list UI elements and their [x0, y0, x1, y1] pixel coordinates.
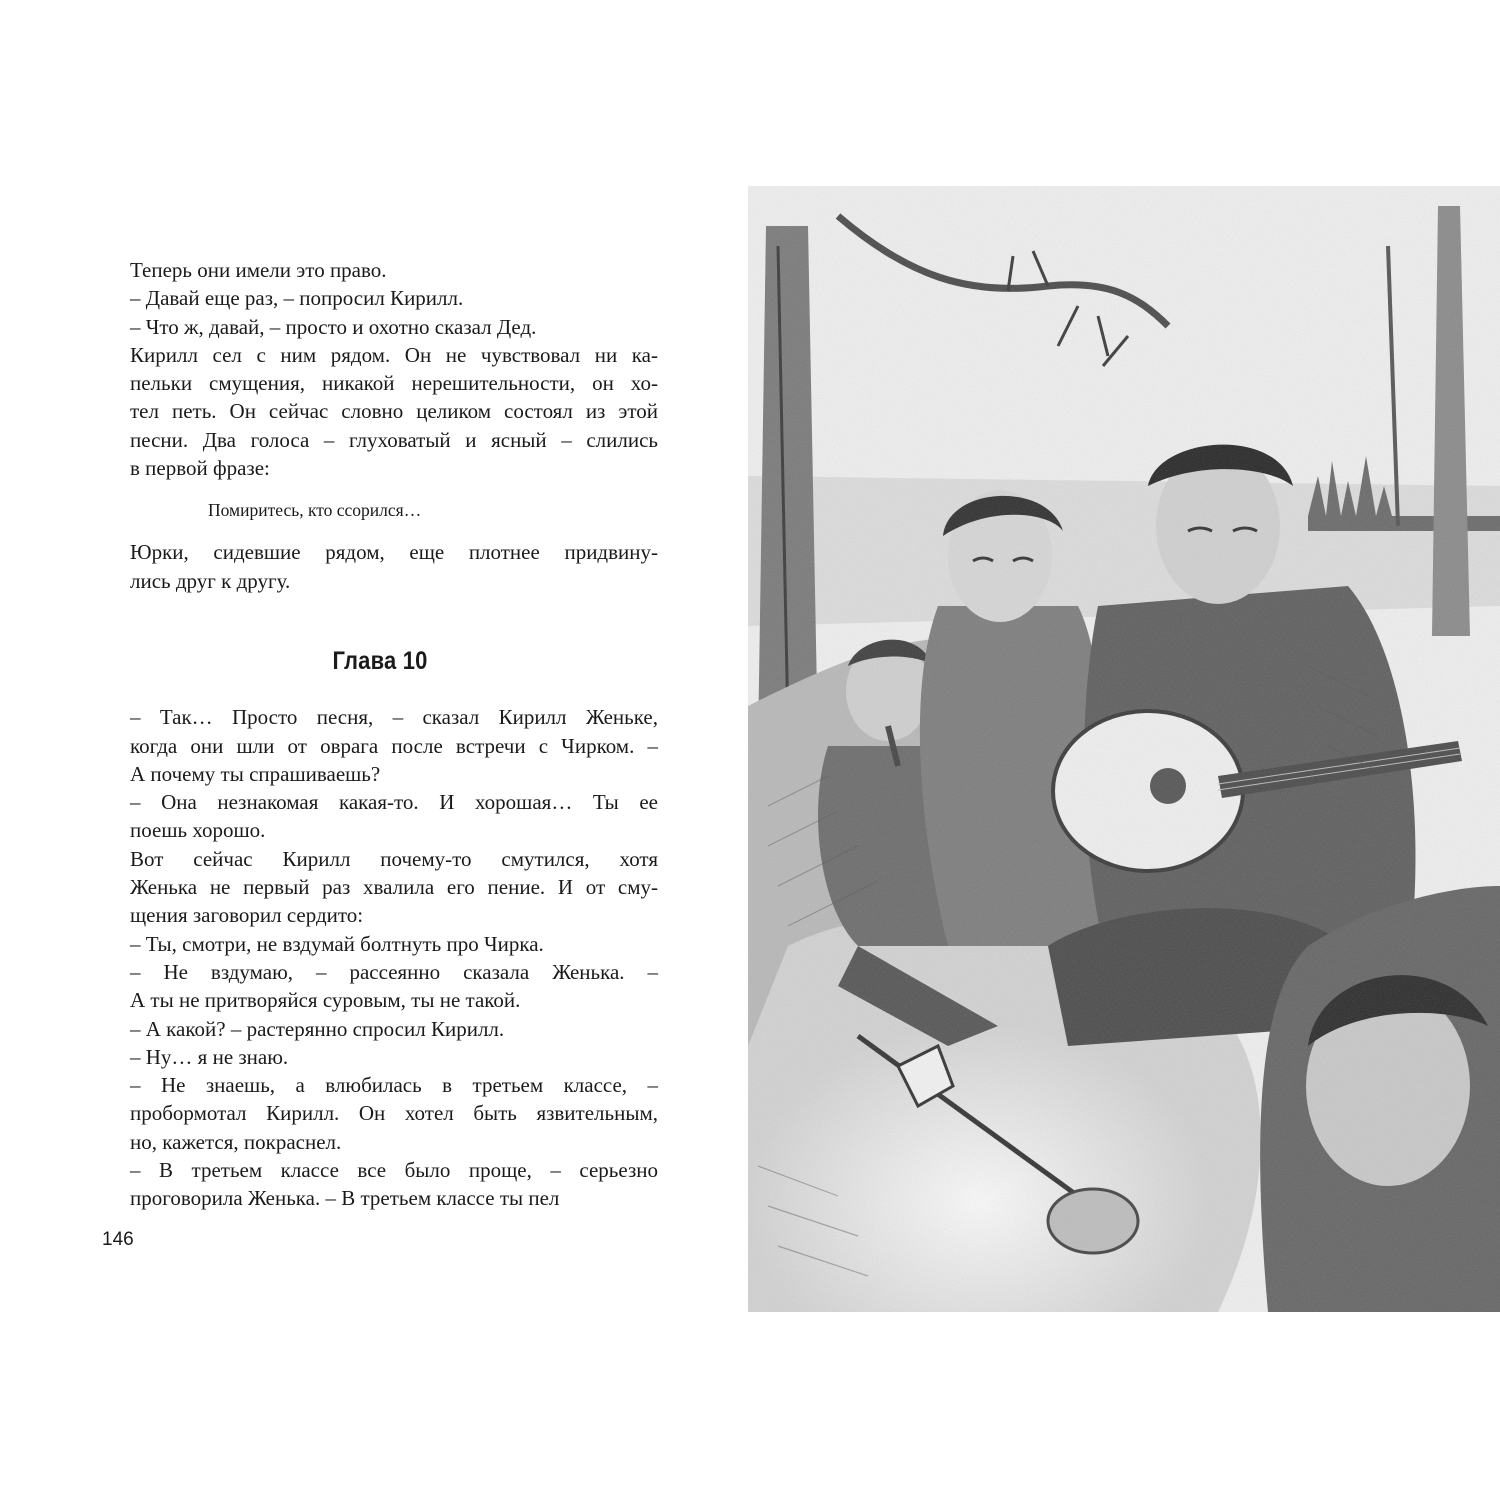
paragraph [102, 845, 658, 930]
paragraphs-after [102, 703, 658, 1212]
text-line: А почему ты спрашиваешь? [130, 761, 381, 786]
paragraph [102, 1043, 658, 1071]
paragraph [102, 1071, 658, 1156]
text-line: – Не вздумаю, – рассеянно сказала Женька. – [130, 959, 658, 984]
text-line: когда они шли от оврага после встречи с Чирком. – [130, 733, 658, 758]
paragraph [102, 703, 658, 788]
text-line: тел петь. Он сейчас словно целиком состоял из этой [130, 399, 658, 424]
text-line: Теперь они имели это право. [130, 258, 387, 282]
text-line: лись друг к другу. [130, 568, 291, 593]
paragraph [102, 341, 658, 482]
text-line: проговорила Женька. – В третьем классе ты пел [130, 1186, 560, 1211]
text-line: А ты не притворяйся суровым, ты не такой. [130, 988, 521, 1013]
paragraph-after-verse [102, 538, 658, 595]
verse-line: Помиритесь, кто ссорился… [208, 500, 422, 521]
text-line: пельки смущения, никакой нерешительности, он хо- [130, 371, 658, 396]
text-line: – Что ж, давай, – просто и охотно сказал Дед. [130, 314, 537, 339]
text-line: песни. Два голоса – глуховатый и ясный – слились [130, 427, 658, 452]
paragraph [102, 1156, 658, 1213]
text-line: пробормотал Кирилл. Он хотел быть язвительным, [130, 1101, 658, 1126]
text-line: Кирилл сел с ним рядом. Он не чувствовал ни ка- [130, 342, 658, 367]
text-line: – Так… Просто песня, – сказал Кирилл Женьке, [130, 705, 658, 730]
chapter-title: Глава 10 [332, 646, 428, 675]
text-line: Женька не первый раз хвалила его пение. И от сму- [130, 875, 658, 900]
text-line: – Ты, смотри, не вздумай болтнуть про Чирка. [130, 931, 544, 956]
text-line: поешь хорошо. [130, 818, 266, 843]
page-number: 146 [102, 1229, 134, 1250]
text-line: – Ну… я не знаю. [130, 1044, 289, 1069]
text-line: щения заговорил сердито: [130, 903, 364, 928]
text-line: – Не знаешь, а влюбилась в третьем классе, – [130, 1073, 658, 1098]
campfire-illustration [748, 186, 1500, 1312]
paragraph [102, 958, 658, 1015]
paragraph [102, 538, 658, 595]
text-line: но, кажется, покраснел. [130, 1129, 342, 1154]
text-line: в первой фразе: [130, 456, 270, 481]
paragraph [102, 256, 658, 284]
paragraph [102, 284, 658, 312]
text-line: – Она незнакомая какая-то. И хорошая… Ты ее [130, 790, 658, 815]
paragraph [102, 313, 658, 341]
text-line: Юрки, сидевшие рядом, еще плотнее придвину- [130, 540, 658, 565]
book-text-column [102, 256, 658, 1213]
paragraph [102, 1015, 658, 1043]
paragraph [102, 788, 658, 845]
text-line: – А какой? – растерянно спросил Кирилл. [130, 1016, 505, 1041]
text-line: – Давай еще раз, – попросил Кирилл. [130, 286, 464, 311]
paragraphs-before [102, 256, 658, 482]
text-line: – В третьем классе все было проще, – серьезно [130, 1158, 658, 1183]
text-line: Вот сейчас Кирилл почему-то смутился, хотя [130, 846, 658, 871]
paragraph [102, 930, 658, 958]
